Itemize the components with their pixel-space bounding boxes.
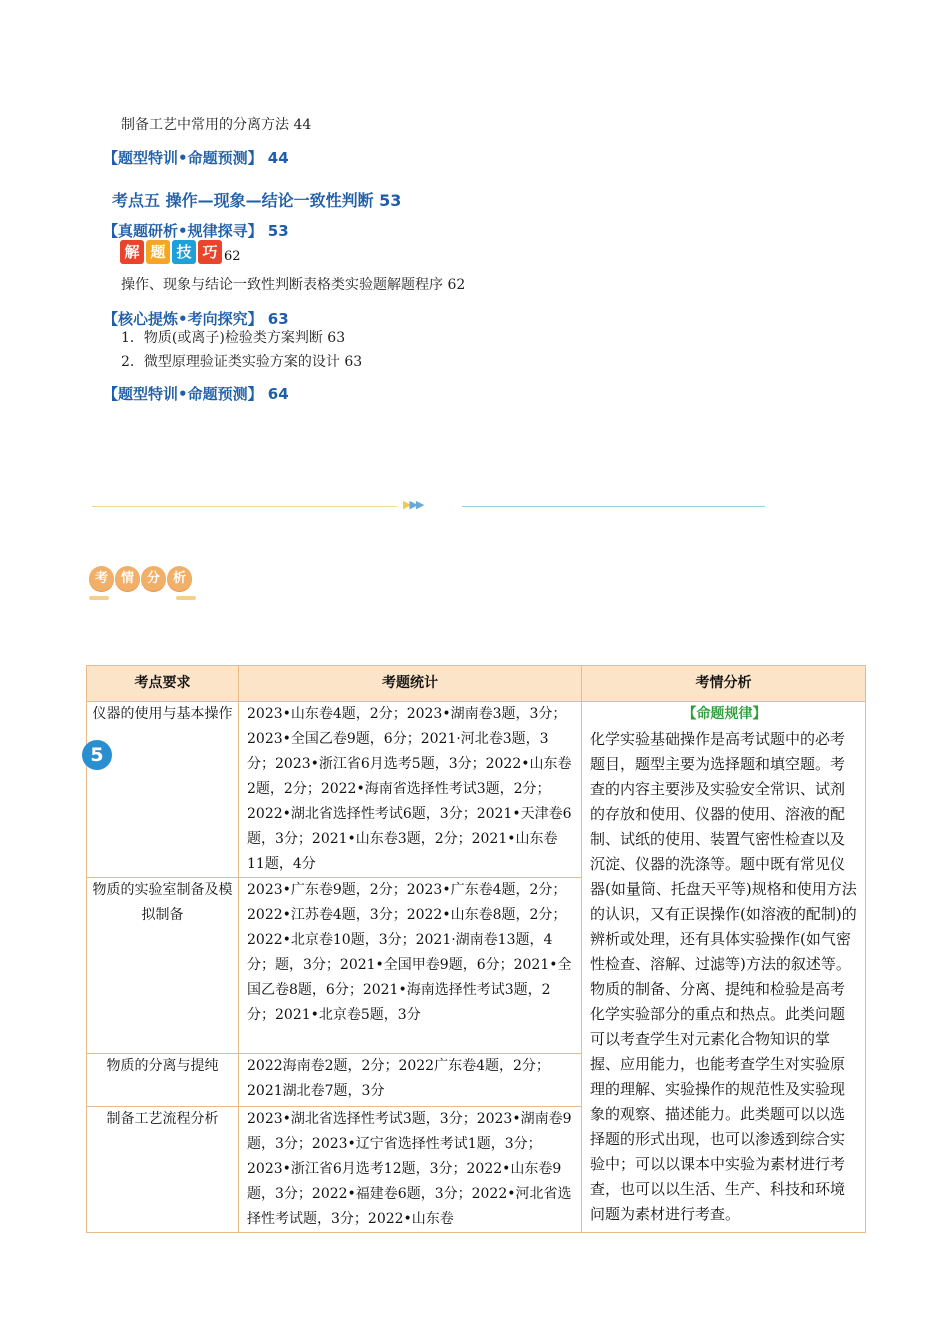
header-analysis: 考情分析 [582,666,866,702]
analysis-rule-title: 【命题规律】 [682,706,767,722]
toc-section-core[interactable]: 【核心提炼•考向探究】 63 [103,310,289,328]
badge-page-number: 62 [224,249,241,264]
jieti-jiqiao-badge [120,240,241,264]
toc-section-past-papers[interactable]: 【真题研析•规律探寻】 53 [103,222,289,240]
analysis-text: 化学实验基础操作是高考试题中的必考题目，题型主要为选择题和填空题。考查的内容主要涉及实验安全常识、试剂的存放和使用、仪器的使用、溶液的配制、试纸的使用、装置气密性检查以及沉淀、仪器的洗涤等。题中既有常见仪器(如量筒、托盘天平等)规格和使用方法的认识，又有正误操作(如溶液的配制)的辨析或处理，还有具体实验操作(如气密性检查、溶解、过滤等)方法的叙述等。物质的制备、分离、提纯和检验是高考化学实验部分的重点和热点。此类问题可以考查学生对元素化合物知识的掌握、应用能力，也能考查学生对实验原理的理解、实验操作的规范性及实验现象的观察、描述能力。此类题可以以选择题的形式出现，也可以渗透到综合实验中；可以以课本中实验为素材进行考查，也可以以生活、生产、科技和环境问题为素材进行考查。 [590,730,857,1223]
analysis-cell [582,702,866,1233]
toc-item-1[interactable]: 1．物质(或离子)检验类方案判断 63 [121,330,346,346]
kaoqing-char-4: 析 [167,566,192,591]
badge-char-ti: 题 [146,240,170,264]
table-header-row [87,666,866,702]
divider-left-line [92,506,397,507]
requirement-cell: 物质的实验室制备及模拟制备 [87,878,239,1054]
divider-arrows-icon: ▶▶▶ [403,498,423,511]
badge-char-qiao: 巧 [198,240,222,264]
badge-underline-2 [176,596,196,600]
toc-section-training-1[interactable]: 【题型特训•命题预测】 44 [103,149,289,167]
divider-right-line [462,506,765,507]
kaoqing-table [86,665,866,1233]
requirement-cell: 物质的分离与提纯 [87,1054,239,1107]
number-5-circle-icon: 5 [82,740,112,770]
requirement-cell: 制备工艺流程分析 [87,1107,239,1233]
toc-item-2[interactable]: 2．微型原理验证类实验方案的设计 63 [121,354,363,370]
statistics-cell: 2023•湖北省选择性考试3题，3分；2023•湖南卷9题，3分；2023•辽宁省选择性考试1题，3分；2023•浙江省6月选考12题，3分；2022•山东卷9题，3分；2022•福建卷6题，3分；2022•河北省选择性考试题，3分；2022•山东卷 [239,1107,582,1233]
header-requirement: 考点要求 [87,666,239,702]
header-statistics: 考题统计 [239,666,582,702]
toc-section-training-2[interactable]: 【题型特训•命题预测】 64 [103,385,289,403]
badge-char-jie: 解 [120,240,144,264]
kaoqing-char-2: 情 [115,566,140,591]
toc-line-procedure[interactable]: 操作、现象与结论一致性判断表格类实验题解题程序 62 [121,277,466,293]
requirement-cell: 仪器的使用与基本操作 [87,702,239,878]
badge-chars [120,240,222,264]
toc-kaodian-5-title[interactable]: 考点五 操作—现象—结论一致性判断 53 [112,191,402,210]
kaoqing-fenxi-badge [89,566,193,591]
statistics-cell: 2022海南卷2题，2分；2022广东卷4题，2分；2021湖北卷7题，3分 [239,1054,582,1107]
toc-line-separation-methods[interactable]: 制备工艺中常用的分离方法 44 [121,117,312,133]
kaoqing-char-3: 分 [141,566,166,591]
badge-underline-1 [89,596,109,600]
badge-char-ji: 技 [172,240,196,264]
statistics-cell: 2023•广东卷9题，2分；2023•广东卷4题，2分；2022•江苏卷4题，3分；2022•山东卷8题，2分；2022•北京卷10题，3分；2021·湖南卷13题，4分；题，3分；2021•全国甲卷9题，6分；2021•全国乙卷8题，6分；2021•海南选择性考试3题，2分；2021•北京卷5题，3分 [239,878,582,1054]
table-row [87,702,866,878]
kaoqing-char-1: 考 [89,566,114,591]
statistics-cell: 2023•山东卷4题，2分；2023•湖南卷3题，3分；2023•全国乙卷9题，6分；2021·河北卷3题，3分；2023•浙江省6月选考5题，3分；2022•山东卷2题，2分；2022•海南省选择性考试3题，2分；2022•湖北省选择性考试6题，3分；2021•天津卷6题，3分；2021•山东卷3题，2分；2021•山东卷11题，4分 [239,702,582,878]
